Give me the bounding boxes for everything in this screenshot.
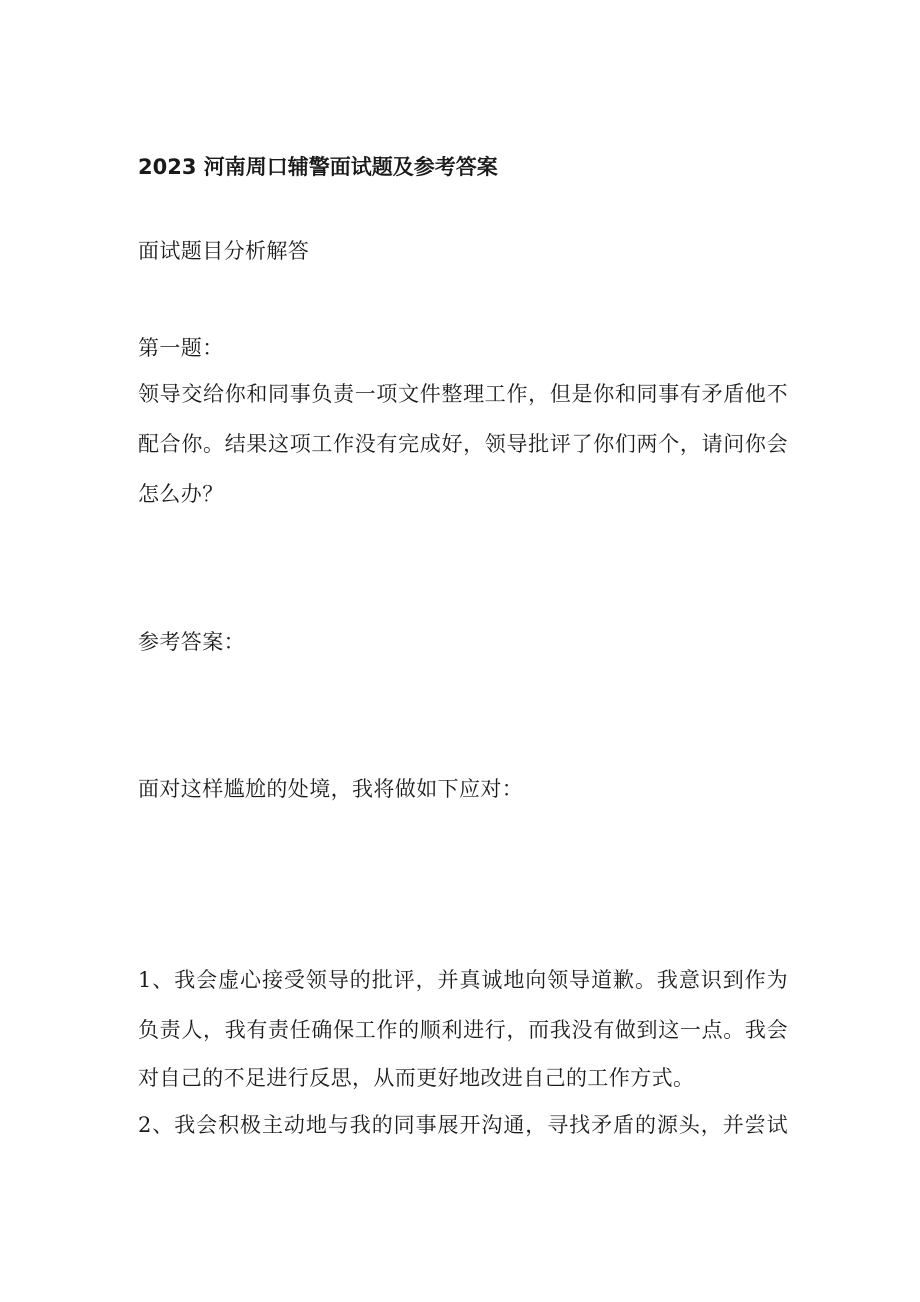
answer-point-line: 1、我会虚心接受领导的批评，并真诚地向领导道歉。我意识到作为 bbox=[138, 968, 788, 992]
question-heading: 第一题： bbox=[138, 336, 224, 360]
question-line: 怎么办？ bbox=[138, 482, 224, 506]
question-line: 领导交给你和同事负责一项文件整理工作，但是你和同事有矛盾他不 bbox=[138, 382, 788, 406]
answer-intro: 面对这样尴尬的处境，我将做如下应对： bbox=[138, 777, 524, 801]
answer-heading: 参考答案： bbox=[138, 630, 245, 654]
answer-point-line: 2、我会积极主动地与我的同事展开沟通，寻找矛盾的源头，并尝试 bbox=[138, 1113, 788, 1137]
document-subtitle: 面试题目分析解答 bbox=[138, 239, 310, 263]
question-line: 配合你。结果这项工作没有完成好，领导批评了你们两个，请问你会 bbox=[138, 432, 788, 456]
answer-point-line: 对自己的不足进行反思，从而更好地改进自己的工作方式。 bbox=[138, 1066, 695, 1090]
document-title: 2023 河南周口辅警面试题及参考答案 bbox=[138, 155, 498, 179]
answer-point-line: 负责人，我有责任确保工作的顺利进行，而我没有做到这一点。我会 bbox=[138, 1018, 788, 1042]
